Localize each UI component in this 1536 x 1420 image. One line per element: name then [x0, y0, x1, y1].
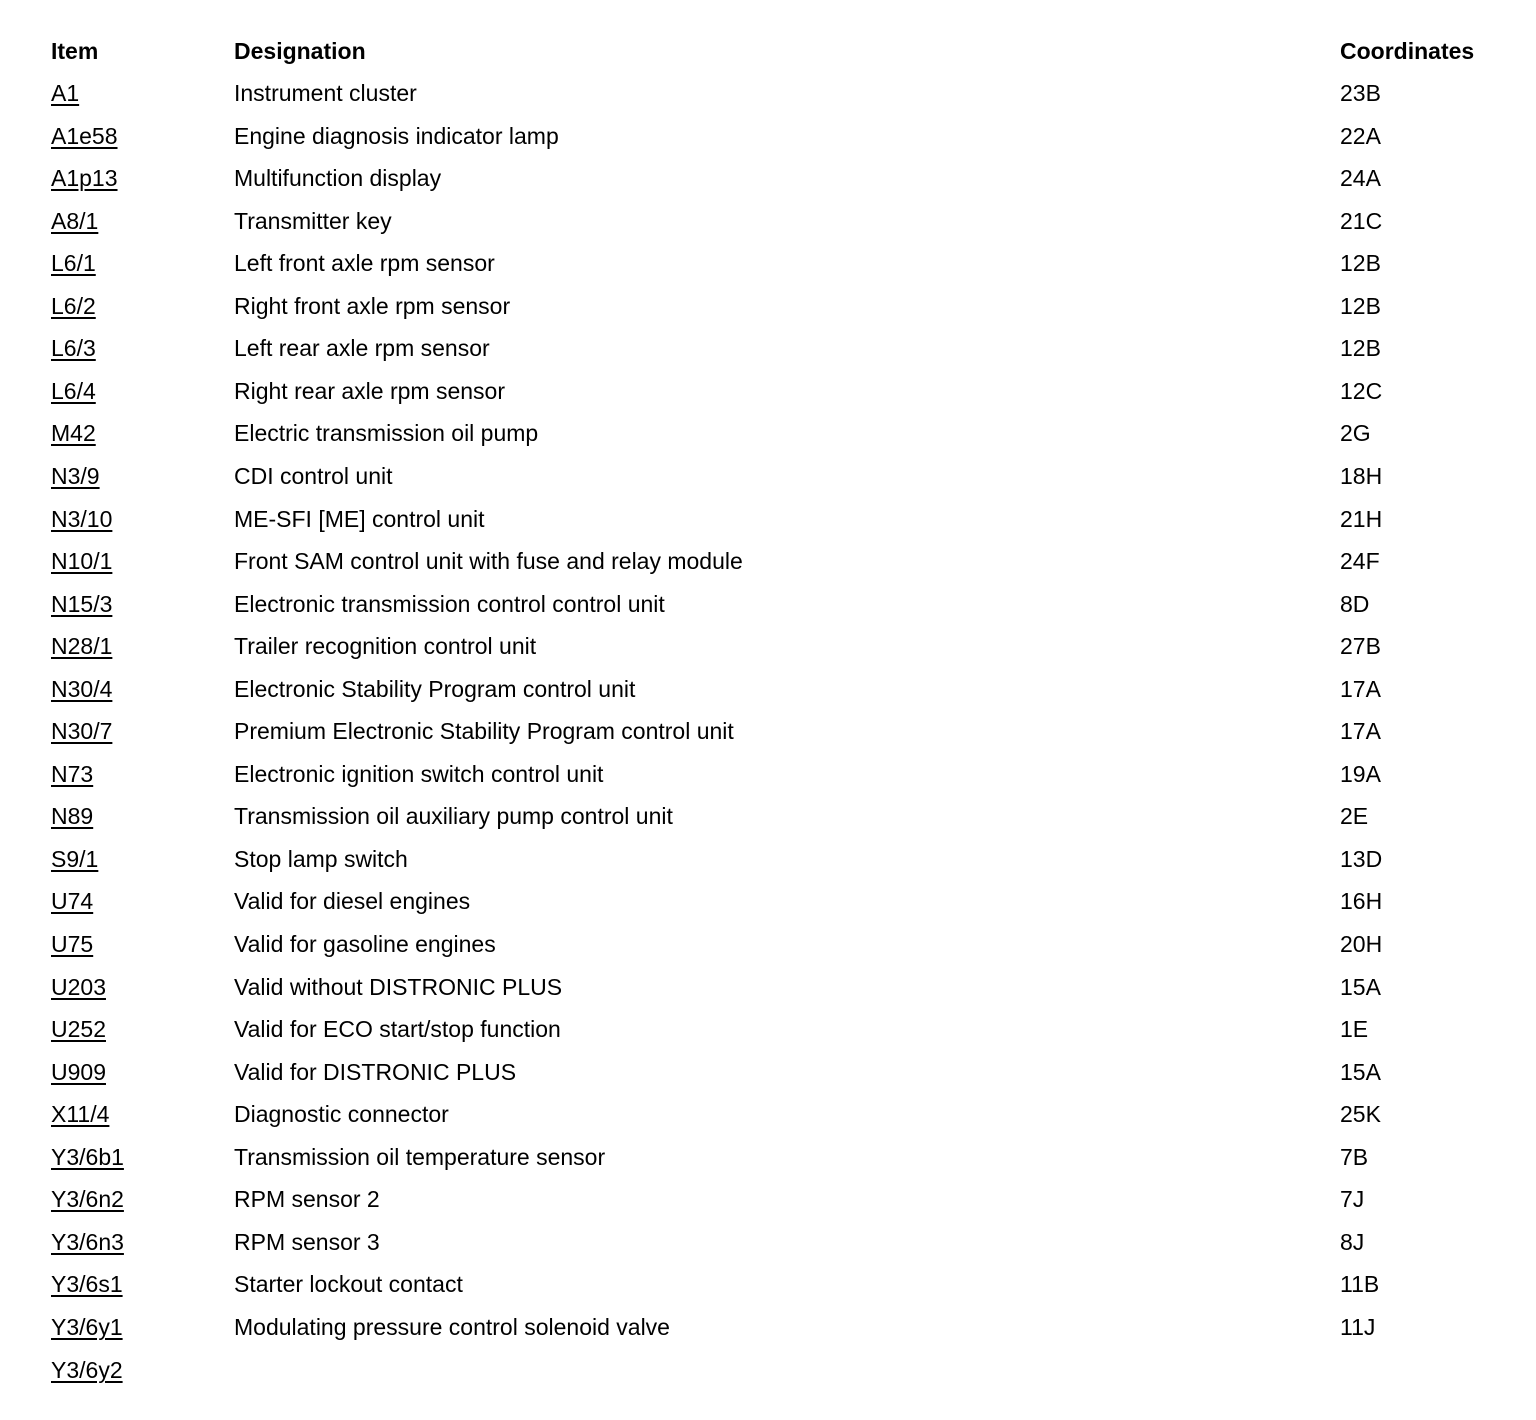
item-link[interactable]: L6/1	[51, 250, 96, 276]
designation-text: RPM sensor 2	[234, 1186, 380, 1212]
item-link[interactable]: U75	[51, 931, 94, 957]
coordinates-text: 16H	[1340, 888, 1383, 914]
coordinates-text: 21H	[1340, 506, 1383, 532]
coordinates-text: 12B	[1340, 250, 1381, 276]
designation-text: Valid for gasoline engines	[234, 931, 496, 957]
table-row	[0, 120, 1536, 152]
item-link[interactable]: Y3/6b1	[51, 1144, 124, 1170]
designation-text: Starter lockout contact	[234, 1271, 463, 1297]
designation-text: Engine diagnosis indicator lamp	[234, 123, 559, 149]
table-row	[0, 417, 1536, 449]
designation-text: Valid for DISTRONIC PLUS	[234, 1059, 517, 1085]
coordinates-text: 17A	[1340, 718, 1381, 744]
table-row	[0, 843, 1536, 875]
coordinates-text: 2E	[1340, 803, 1369, 829]
table-row	[0, 1183, 1536, 1215]
table-row	[0, 1268, 1536, 1300]
item-link[interactable]: U74	[51, 888, 94, 914]
designation-text: Valid without DISTRONIC PLUS	[234, 974, 563, 1000]
table-row	[0, 1056, 1536, 1088]
coordinates-text: 7J	[1340, 1186, 1365, 1212]
coordinates-text: 27B	[1340, 633, 1381, 659]
item-link[interactable]: N73	[51, 761, 94, 787]
designation-text: Electronic ignition switch control unit	[234, 761, 604, 787]
table-row	[0, 971, 1536, 1003]
item-link[interactable]: M42	[51, 420, 96, 446]
designation-text: Valid for ECO start/stop function	[234, 1016, 561, 1042]
coordinates-text: 20H	[1340, 931, 1383, 957]
table-row	[0, 247, 1536, 279]
item-link[interactable]: L6/3	[51, 335, 96, 361]
item-link[interactable]: N10/1	[51, 548, 113, 574]
designation-text: Multifunction display	[234, 165, 442, 191]
table-row	[0, 588, 1536, 620]
coordinates-text: 18H	[1340, 463, 1383, 489]
designation-text: Transmission oil auxiliary pump control unit	[234, 803, 673, 829]
table-row	[0, 715, 1536, 747]
item-link[interactable]: N28/1	[51, 633, 113, 659]
item-link[interactable]: N30/4	[51, 676, 113, 702]
designation-text: Instrument cluster	[234, 80, 417, 106]
item-link[interactable]: A1	[51, 80, 80, 106]
coordinates-text: 17A	[1340, 676, 1381, 702]
designation-text: CDI control unit	[234, 463, 393, 489]
coordinates-text: 23B	[1340, 80, 1381, 106]
item-link[interactable]: N30/7	[51, 718, 113, 744]
table-row	[0, 1354, 1536, 1386]
coordinates-text: 11J	[1340, 1314, 1376, 1340]
table-row	[0, 1098, 1536, 1130]
item-link[interactable]: Y3/6s1	[51, 1271, 123, 1297]
designation-text: Transmission oil temperature sensor	[234, 1144, 606, 1170]
designation-text: Trailer recognition control unit	[234, 633, 537, 659]
designation-text: Modulating pressure control solenoid valve	[234, 1314, 670, 1340]
designation-text: Right rear axle rpm sensor	[234, 378, 505, 404]
table-row	[0, 77, 1536, 109]
coordinates-text: 2G	[1340, 420, 1371, 446]
designation-text: Premium Electronic Stability Program control unit	[234, 718, 734, 744]
table-row	[0, 290, 1536, 322]
coordinates-text: 22A	[1340, 123, 1381, 149]
coordinates-text: 12B	[1340, 335, 1381, 361]
coordinates-text: 8D	[1340, 591, 1370, 617]
designation-text: RPM sensor 3	[234, 1229, 380, 1255]
item-link[interactable]: U203	[51, 974, 106, 1000]
item-link[interactable]: L6/4	[51, 378, 96, 404]
item-link[interactable]: A1p13	[51, 165, 118, 191]
item-link[interactable]: N89	[51, 803, 94, 829]
item-link[interactable]: Y3/6n2	[51, 1186, 124, 1212]
table-row	[0, 460, 1536, 492]
designation-text: Diagnostic connector	[234, 1101, 449, 1127]
table-row	[0, 1141, 1536, 1173]
designation-text: Valid for diesel engines	[234, 888, 471, 914]
item-link[interactable]: Y3/6y2	[51, 1357, 123, 1383]
coordinates-text: 25K	[1340, 1101, 1381, 1127]
item-link[interactable]: U252	[51, 1016, 106, 1042]
table-row	[0, 375, 1536, 407]
table-row	[0, 630, 1536, 662]
table-row	[0, 673, 1536, 705]
designation-text: Left rear axle rpm sensor	[234, 335, 490, 361]
header-coordinates: Coordinates	[1340, 38, 1475, 64]
item-link[interactable]: N15/3	[51, 591, 113, 617]
item-link[interactable]: L6/2	[51, 293, 96, 319]
table-row	[0, 205, 1536, 237]
designation-text: Electronic transmission control control unit	[234, 591, 665, 617]
item-link[interactable]: S9/1	[51, 846, 99, 872]
designation-text: Front SAM control unit with fuse and relay module	[234, 548, 743, 574]
table-row	[0, 503, 1536, 535]
coordinates-text: 11B	[1340, 1271, 1380, 1297]
coordinates-text: 8J	[1340, 1229, 1365, 1255]
coordinates-text: 24A	[1340, 165, 1381, 191]
table-row	[0, 1013, 1536, 1045]
table-row	[0, 885, 1536, 917]
coordinates-text: 15A	[1340, 1059, 1381, 1085]
table-row	[0, 800, 1536, 832]
table-row	[0, 758, 1536, 790]
table-row	[0, 1311, 1536, 1343]
table-row	[0, 928, 1536, 960]
item-link[interactable]: Y3/6y1	[51, 1314, 123, 1340]
header-item: Item	[51, 38, 99, 64]
item-link[interactable]: A1e58	[51, 123, 118, 149]
item-link[interactable]: U909	[51, 1059, 106, 1085]
item-link[interactable]: A8/1	[51, 208, 99, 234]
coordinates-text: 19A	[1340, 761, 1381, 787]
coordinates-text: 13D	[1340, 846, 1383, 872]
table-row	[0, 162, 1536, 194]
coordinates-text: 15A	[1340, 974, 1381, 1000]
designation-text: Transmitter key	[234, 208, 392, 234]
coordinates-text: 1E	[1340, 1016, 1369, 1042]
designation-text: Stop lamp switch	[234, 846, 408, 872]
coordinates-text: 12C	[1340, 378, 1383, 404]
table-row	[0, 545, 1536, 577]
item-link[interactable]: N3/10	[51, 506, 113, 532]
designation-text: Left front axle rpm sensor	[234, 250, 495, 276]
coordinates-text: 7B	[1340, 1144, 1369, 1170]
item-link[interactable]: N3/9	[51, 463, 100, 489]
designation-text: Electronic Stability Program control unit	[234, 676, 636, 702]
header-designation: Designation	[234, 38, 366, 64]
designation-text: ME-SFI [ME] control unit	[234, 506, 485, 532]
table-row	[0, 332, 1536, 364]
designation-text: Right front axle rpm sensor	[234, 293, 511, 319]
designation-text: Electric transmission oil pump	[234, 420, 539, 446]
coordinates-text: 21C	[1340, 208, 1383, 234]
coordinates-text: 12B	[1340, 293, 1381, 319]
table-header	[0, 35, 1536, 67]
table-row	[0, 1226, 1536, 1258]
item-link[interactable]: X11/4	[51, 1101, 110, 1127]
coordinates-text: 24F	[1340, 548, 1380, 574]
item-link[interactable]: Y3/6n3	[51, 1229, 124, 1255]
